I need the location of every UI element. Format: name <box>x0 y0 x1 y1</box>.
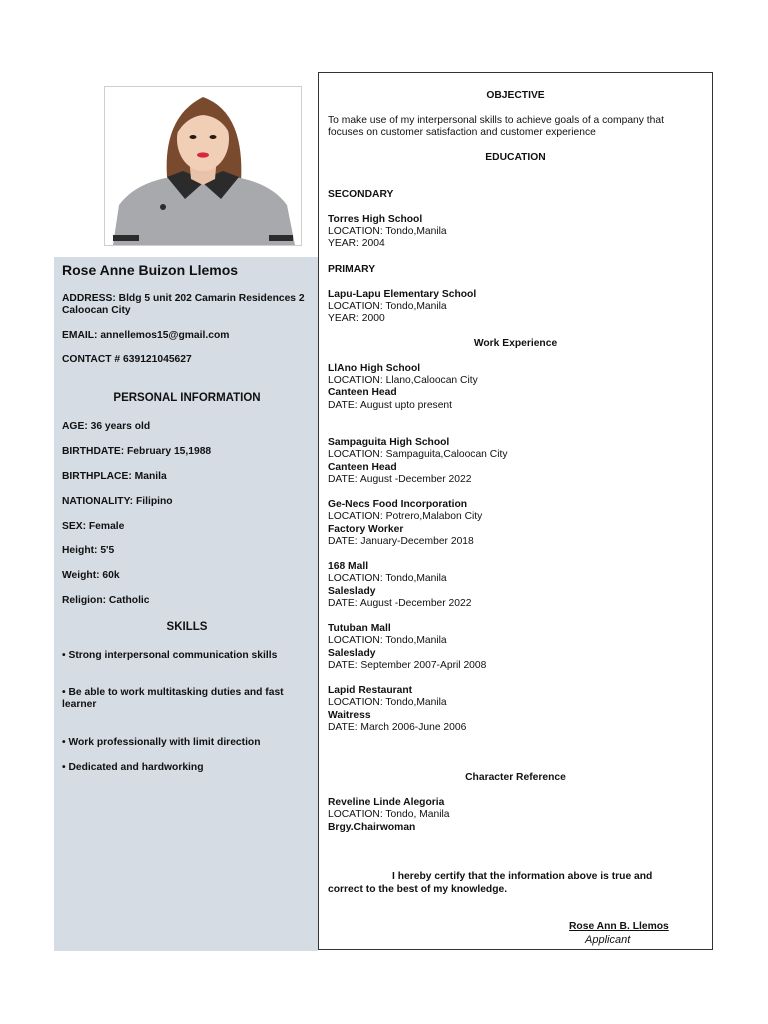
profile-photo-image <box>105 87 301 245</box>
job-date: DATE: August -December 2022 <box>328 474 472 485</box>
age-text: AGE: 36 years old <box>62 421 151 432</box>
birthplace-text: BIRTHPLACE: Manila <box>62 471 167 482</box>
job-company: Lapid Restaurant <box>328 685 413 696</box>
skill-item: • Strong interpersonal communication skills <box>62 650 278 661</box>
secondary-year: YEAR: 2004 <box>328 238 385 249</box>
skill-item-continued: learner <box>62 699 97 710</box>
job-location: LOCATION: Tondo,Manila <box>328 697 447 708</box>
address-city: Caloocan City <box>62 305 131 316</box>
signature-name: Rose Ann B. Llemos <box>569 921 669 932</box>
secondary-location: LOCATION: Tondo,Manila <box>328 226 447 237</box>
character-reference-heading: Character Reference <box>465 772 566 783</box>
weight-text: Weight: 60k <box>62 570 120 581</box>
contact-text: CONTACT # 639121045627 <box>62 354 192 365</box>
birthdate-text: BIRTHDATE: February 15,1988 <box>62 446 212 457</box>
applicant-name: Rose Anne Buizon Llemos <box>62 262 239 278</box>
job-position: Saleslady <box>328 648 376 659</box>
primary-year: YEAR: 2000 <box>328 313 385 324</box>
reference-name: Reveline Linde Alegoria <box>328 797 445 808</box>
religion-text: Religion: Catholic <box>62 595 150 606</box>
job-date: DATE: January-December 2018 <box>328 536 474 547</box>
personal-info-heading: PERSONAL INFORMATION <box>113 392 261 404</box>
education-heading: EDUCATION <box>485 152 546 163</box>
address-line: ADDRESS: Bldg 5 unit 202 Camarin Residences 2 <box>62 293 305 304</box>
objective-heading: OBJECTIVE <box>486 90 545 101</box>
job-company: Ge-Necs Food Incorporation <box>328 499 468 510</box>
objective-text: To make use of my interpersonal skills to achieve goals of a company that <box>328 115 664 126</box>
job-position: Saleslady <box>328 586 376 597</box>
skill-item: • Be able to work multitasking duties and fast <box>62 687 284 698</box>
job-company: 168 Mall <box>328 561 369 572</box>
certification-text: correct to the best of my knowledge. <box>328 884 508 895</box>
primary-school: Lapu-Lapu Elementary School <box>328 289 477 300</box>
primary-label: PRIMARY <box>328 264 376 275</box>
job-position: Canteen Head <box>328 387 397 398</box>
secondary-school: Torres High School <box>328 214 423 225</box>
reference-position: Brgy.Chairwoman <box>328 822 416 833</box>
work-experience-heading: Work Experience <box>473 338 558 349</box>
job-location: LOCATION: Llano,Caloocan City <box>328 375 478 386</box>
skill-item: • Dedicated and hardworking <box>62 762 204 773</box>
email-text: EMAIL: annellemos15@gmail.com <box>62 330 230 341</box>
job-company: Sampaguita High School <box>328 437 450 448</box>
job-position: Canteen Head <box>328 462 397 473</box>
job-location: LOCATION: Tondo,Manila <box>328 573 447 584</box>
nationality-text: NATIONALITY: Filipino <box>62 496 173 507</box>
reference-location: LOCATION: Tondo, Manila <box>328 809 450 820</box>
secondary-label: SECONDARY <box>328 189 394 200</box>
signature-role: Applicant <box>585 934 631 946</box>
job-date: DATE: August -December 2022 <box>328 598 472 609</box>
skills-heading: SKILLS <box>166 621 208 633</box>
job-position: Waitress <box>328 710 371 721</box>
job-location: LOCATION: Sampaguita,Caloocan City <box>328 449 508 460</box>
sex-text: SEX: Female <box>62 521 125 532</box>
skill-item: • Work professionally with limit direction <box>62 737 261 748</box>
job-location: LOCATION: Tondo,Manila <box>328 635 447 646</box>
job-date: DATE: March 2006-June 2006 <box>328 722 467 733</box>
job-position: Factory Worker <box>328 524 404 535</box>
primary-location: LOCATION: Tondo,Manila <box>328 301 447 312</box>
job-location: LOCATION: Potrero,Malabon City <box>328 511 483 522</box>
job-company: Tutuban Mall <box>328 623 391 634</box>
profile-photo <box>104 86 302 246</box>
certification-text: I hereby certify that the information above is true and <box>392 871 653 882</box>
job-date: DATE: August upto present <box>328 400 453 411</box>
job-company: LlAno High School <box>328 363 421 374</box>
height-text: Height: 5'5 <box>62 545 115 556</box>
objective-text: focuses on customer satisfaction and customer experience <box>328 127 596 138</box>
job-date: DATE: September 2007-April 2008 <box>328 660 487 671</box>
